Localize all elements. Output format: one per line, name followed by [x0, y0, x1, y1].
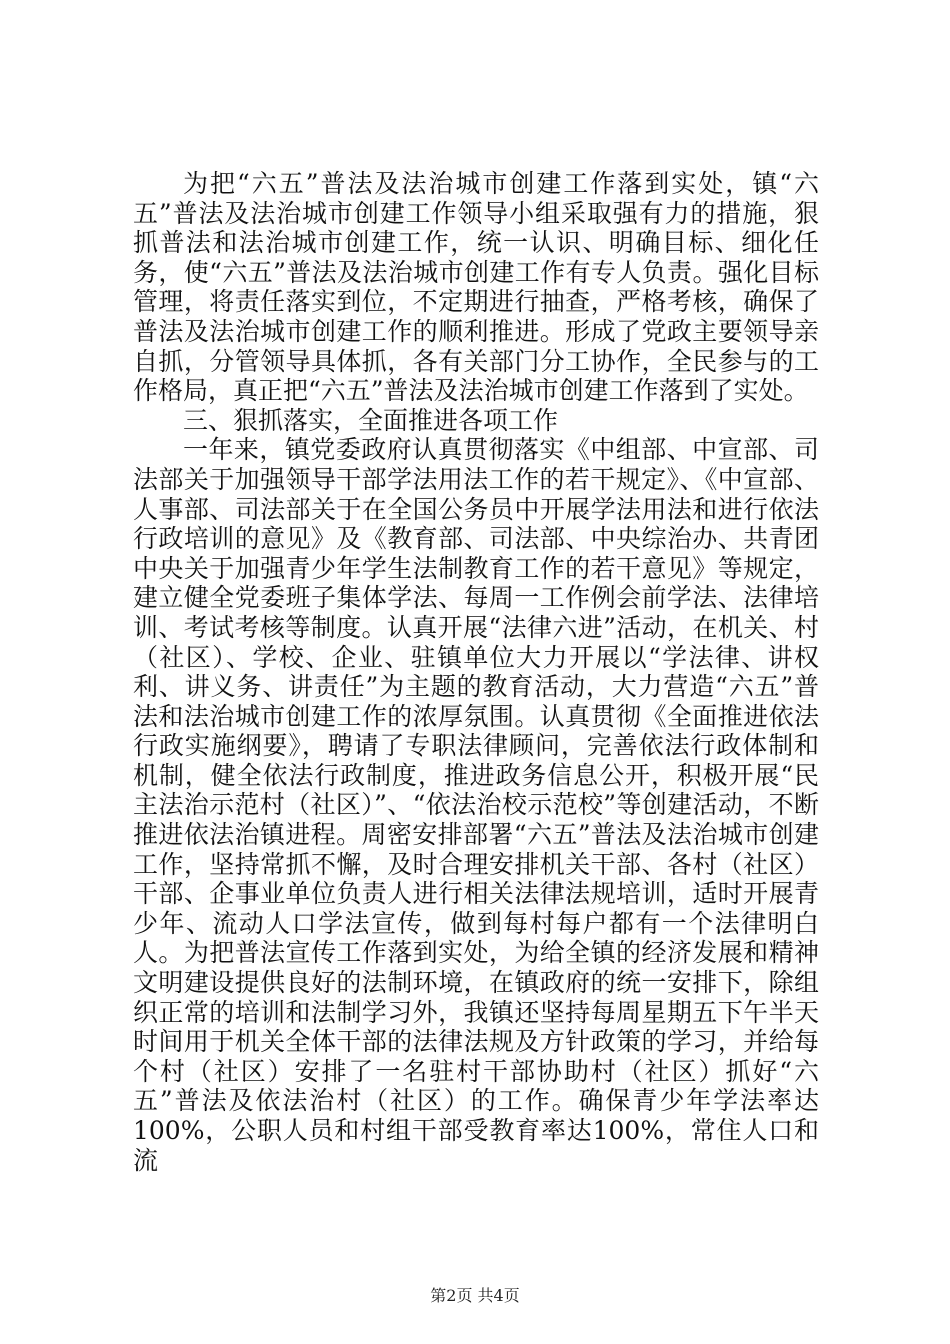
document-body — [133, 169, 819, 1175]
paragraph-implementation: 一年来，镇党委政府认真贯彻落实《中组部、中宣部、司法部关于加强领导干部学法用法工作的若干规定》、《中宣部、人事部、司法部关于在全国公务员中开展学法用法和进行依法行政培训的意见》及《教育部、司法部、中央综治办、共青团中央关于加强青少年学生法制教育工作的若干意见》等规定，建立健全党委班子集体学法、每周一工作例会前学法、法律培训、考试考核等制度。认真开展“法律六进”活动，在机关、村（社区）、学校、企业、驻镇单位大力开展以“学法律、讲权利、讲义务、讲责任”为主题的教育活动，大力营造“六五”普法和法治城市创建工作的浓厚氛围。认真贯彻《全面推进依法行政实施纲要》，聘请了专职法律顾问，完善依法行政体制和机制，健全依法行政制度，推进政务信息公开，积极开展“民主法治示范村（社区）”、“依法治校示范校”等创建活动，不断推进依法治镇进程。周密安排部署“六五”普法及法治城市创建工作，坚持常抓不懈，及时合理安排机关干部、各村（社区）干部、企事业单位负责人进行相关法律法规培训，适时开展青少年、流动人口学法宣传，做到每村每户都有一个法律明白人。为把普法宣传工作落到实处，为给全镇的经济发展和精神文明建设提供良好的法制环境，在镇政府的统一安排下，除组织正常的培训和法制学习外，我镇还坚持每周星期五下午半天时间用于机关全体干部的法律法规及方针政策的学习，并给每个村（社区）安排了一名驻村干部协助村（社区）抓好“六五”普法及依法治村（社区）的工作。确保青少年学法率达100%，公职人员和村组干部受教育率达100%，常住人口和流 — [133, 435, 819, 1175]
page-number-footer: 第2页 共4页 — [430, 1286, 520, 1305]
paragraph-leadership: 为把“六五”普法及法治城市创建工作落到实处，镇“六五”普法及法治城市创建工作领导小组采取强有力的措施，狠抓普法和法治城市创建工作，统一认识、明确目标、细化任务，使“六五”普法及法治城市创建工作有专人负责。强化目标管理，将责任落实到位，不定期进行抽查，严格考核，确保了普法及法治城市创建工作的顺利推进。形成了党政主要领导亲自抓，分管领导具体抓，各有关部门分工协作，全民参与的工作格局，真正把“六五”普法及法治城市创建工作落到了实处。 — [133, 169, 819, 406]
section-heading: 三、狠抓落实，全面推进各项工作 — [183, 405, 559, 435]
